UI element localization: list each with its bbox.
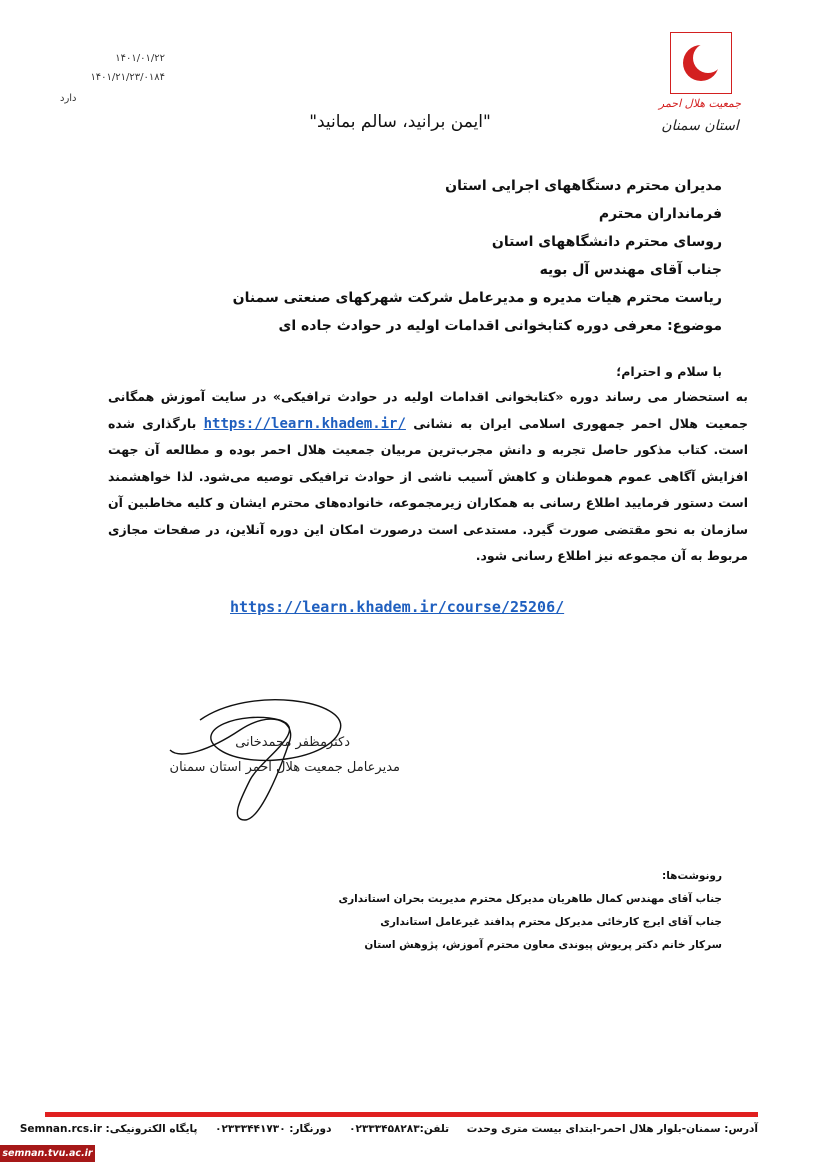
body-part-1: به استحضار می رساند دوره «کتابخوانی اقدامات اولیه در حوادث ترافیکی» در سایت آموزش همگانی جمعیت هلال احمر جمهوری اسلامی ایران به نشانی [108,389,749,431]
logo-org-name: جمعیت هلال احمر [658,97,742,110]
recipients-block [202,172,722,340]
course-link[interactable]: https://learn.khadem.ir/course/25206/ [230,598,565,616]
recipient-line: روسای محترم دانشگاههای استان [491,234,722,250]
letter-attachment: دارد [60,93,77,104]
slogan: "ایمن برانید، سالم بمانید" [309,112,491,132]
recipient-line: فرمانداران محترم [598,206,722,222]
logo-province-name: استان سمنان [661,118,739,134]
footer-address: آدرس: سمنان-بلوار هلال احمر-ابتدای بیست متری وحدت [466,1123,758,1135]
footer-fax: دورنگار: ۰۲۳۳۳۴۴۱۷۳۰ [215,1123,332,1135]
greeting: با سلام و احترام؛ [616,364,722,379]
signatory-name: دکترمظفر محمدخانی [235,735,350,750]
site-link[interactable]: https://learn.khadem.ir/ [203,415,406,432]
cc-item: جناب آقای مهندس کمال طاهریان مدیرکل محترم مدیریت بحران استانداری [338,893,722,905]
signature-scribble [160,680,360,830]
signatory-title: مدیرعامل جمعیت هلال احمر استان سمنان [169,760,400,775]
subject-line: موضوع: معرفی دوره کتابخوانی اقدامات اولیه در حوادث جاده ای [278,318,722,334]
letter-date: ۱۴۰۱/۰۱/۲۲ [115,53,165,64]
cc-item: جناب آقای ایرج کارخائی مدیرکل محترم پدافند غیرعامل استانداری [380,916,722,928]
footer-website[interactable]: پایگاه الکترونیکی: Semnan.rcs.ir [19,1123,198,1135]
recipient-line: ریاست محترم هیات مدیره و مدیرعامل شرکت شهرکهای صنعتی سمنان [232,290,722,306]
footer-divider [45,1112,758,1117]
cc-block [262,865,722,957]
footer-phone: تلفن:۰۲۳۳۳۴۵۸۲۸۳ [349,1123,450,1135]
red-crescent-logo [670,32,732,94]
footer-contact [19,1123,758,1135]
cc-heading: رونوشت‌ها: [662,870,722,882]
cc-item: سرکار خانم دکتر پریوش پیوندی معاون محترم آموزش، پژوهش استان [364,939,722,951]
letter-number: ۱۴۰۱/۲۱/۲۳/۰۱۸۴ [90,72,165,83]
recipient-line: مدیران محترم دستگاههای اجرایی استان [445,178,722,194]
crescent-icon [671,33,731,93]
letter-body [108,384,748,570]
body-part-2: بارگذاری شده است. کتاب مذکور حاصل تجربه و دانش مجرب‌ترین مربیان جمعیت هلال احمر بوده و مطالعه آن جهت افزایش آگاهی عموم هموطنان و کاهش آسیب ناشی از حوادث ترافیکی توصیه می‌شود. لذا خواهشمند است دستور فرمایید اطلاع رسانی به همکاران زیرمجموعه، خانواده‌های محترم ایشان و کلیه مخاطبین آن سازمان به نحو مقتضی صورت گیرد. مستدعی است درصورت امکان این دوره آنلاین، در صفحات مجازی مربوط به آن مجموعه نیز اطلاع رسانی شود. [108,415,748,563]
recipient-line: جناب آقای مهندس آل بویه [539,262,722,278]
source-watermark-badge: semnan.tvu.ac.ir [0,1145,95,1162]
